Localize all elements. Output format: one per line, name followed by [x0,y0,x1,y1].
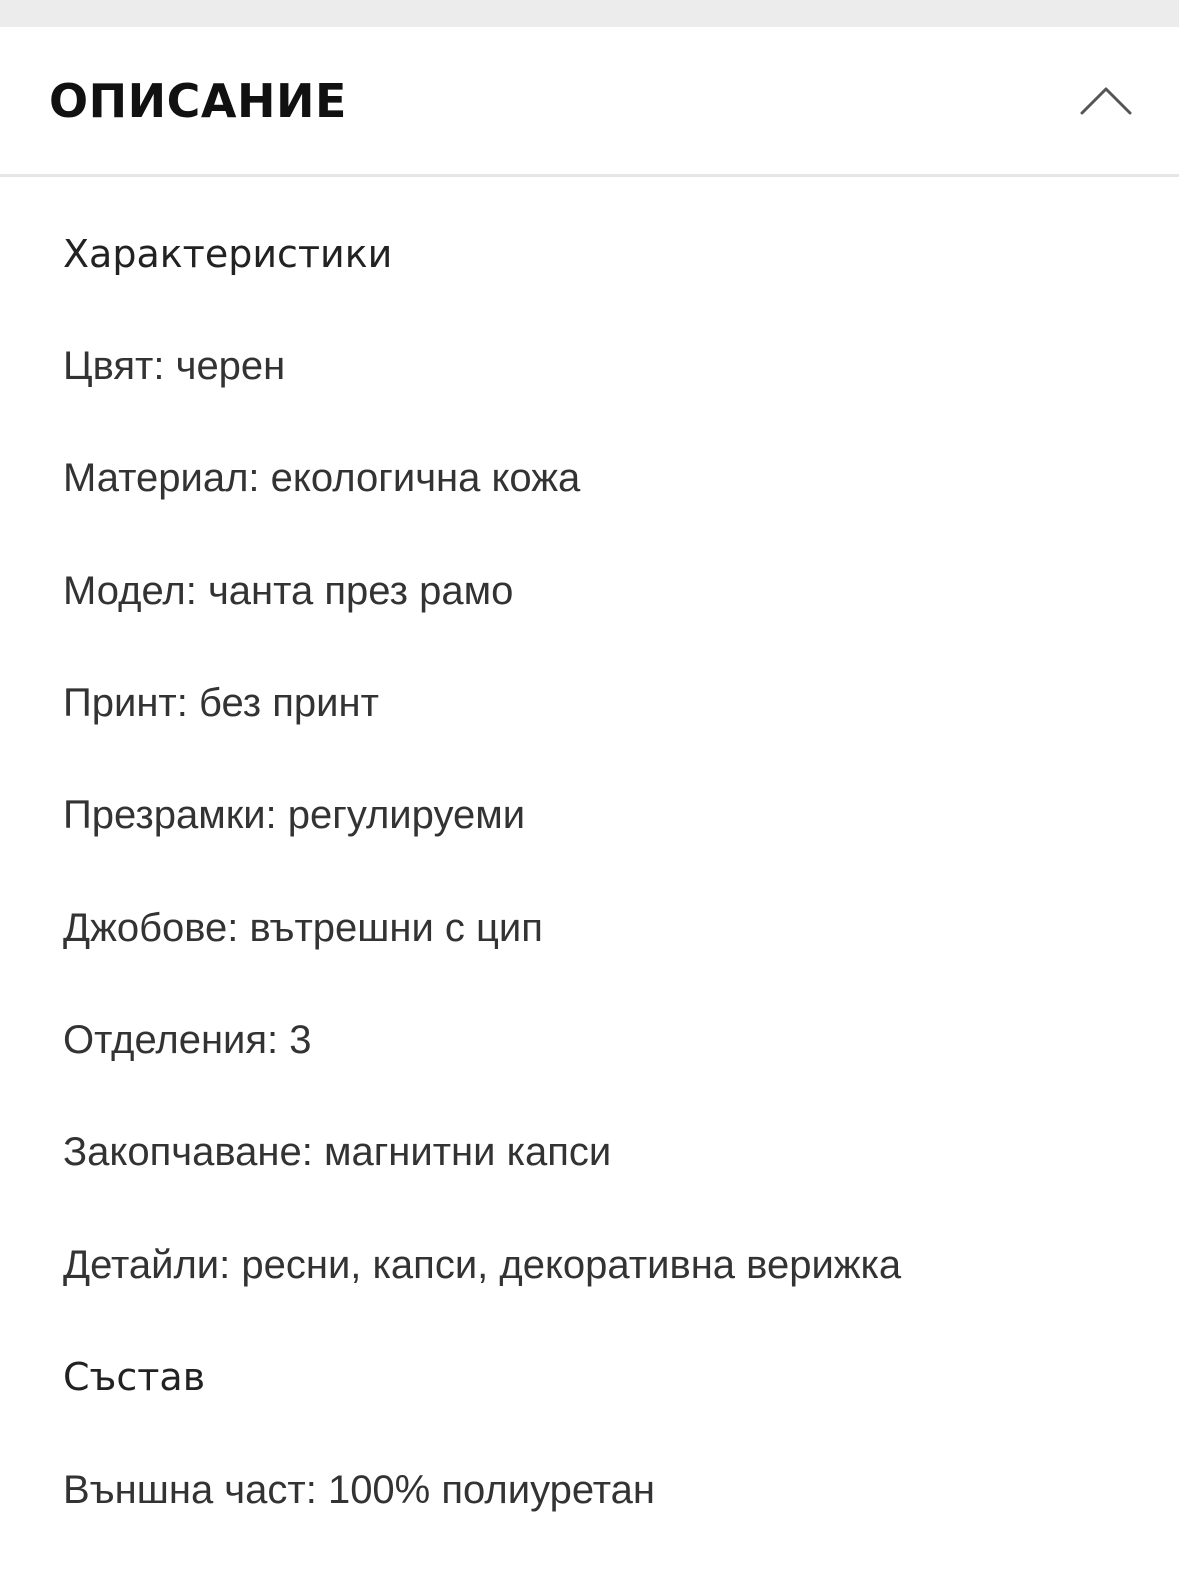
characteristic-straps: Презрамки: регулируеми [63,793,526,837]
characteristic-material: Материал: екологична кожа [63,456,581,500]
top-strip [0,0,1179,27]
characteristic-model: Модел: чанта през рамо [63,569,514,613]
characteristic-closure: Закопчаване: магнитни капси [63,1130,612,1174]
characteristics-heading: Характеристики [63,232,393,276]
characteristic-color: Цвят: черен [63,344,286,388]
characteristic-details: Детайли: ресни, капси, декоративна верижка [63,1243,902,1287]
characteristic-compartments: Отделения: 3 [63,1018,312,1062]
characteristic-pockets: Джобове: вътрешни с цип [63,906,543,950]
characteristic-print: Принт: без принт [63,681,379,725]
chevron-up-icon[interactable] [1076,79,1136,119]
description-accordion-header[interactable] [0,27,1179,177]
composition-heading: Състав [63,1355,206,1399]
composition-outer: Външна част: 100% полиуретан [63,1468,655,1512]
description-title: ОПИСАНИЕ [49,74,347,128]
